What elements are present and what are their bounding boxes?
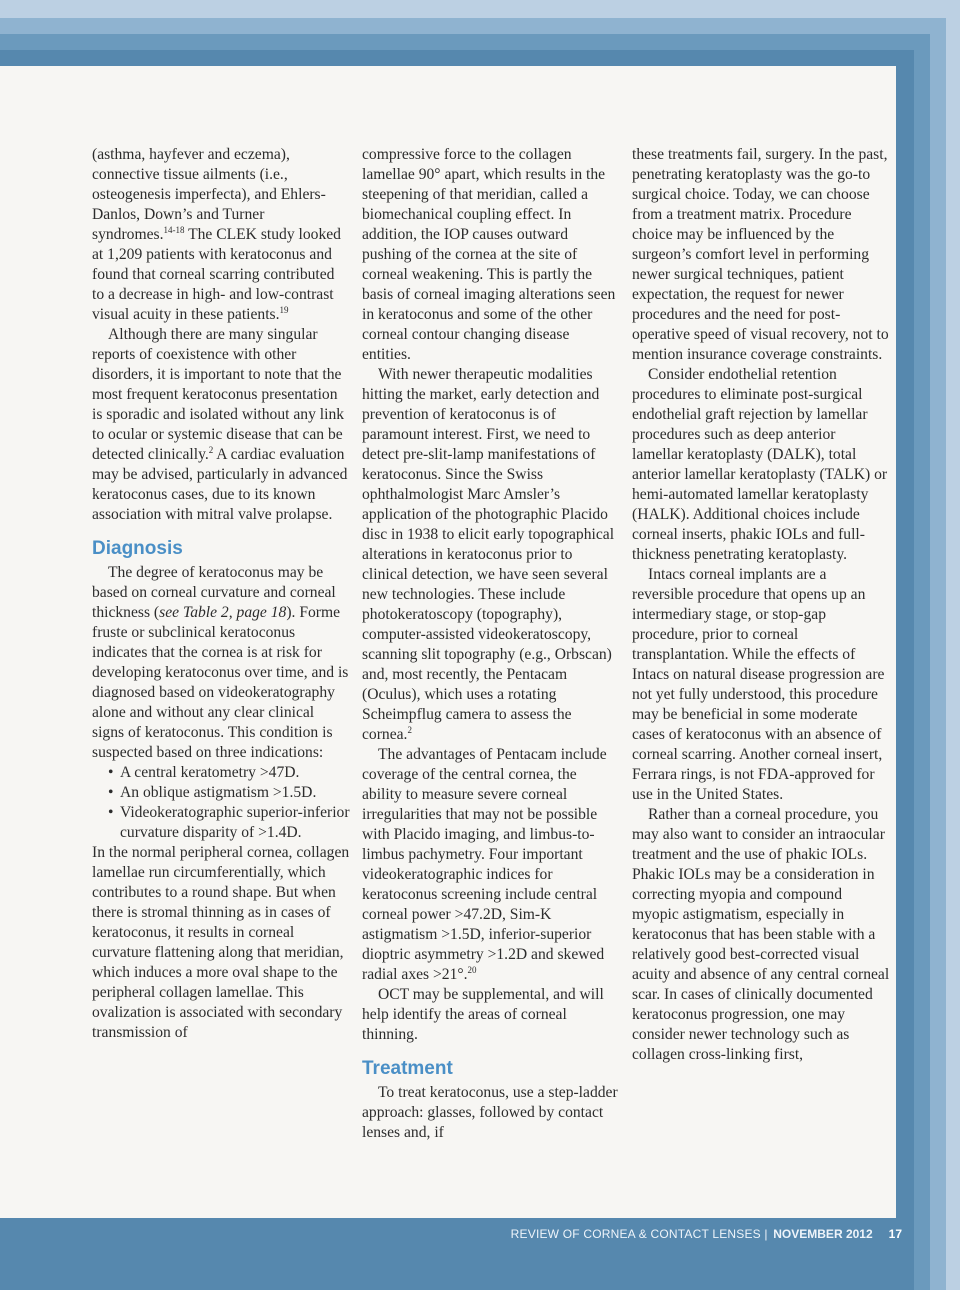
paragraph: In the normal peripheral cornea, collagen lamellae run circumferentially, which contributes to a round shape. But when there is stromal thinning as in cases of keratoconus, it results in corneal curvature flattening along that meridian, which induces a more oval shape to the peripheral collagen lamellae. This ovalization is associated with secondary transmission of: [92, 844, 350, 1041]
page-number: 17: [888, 1227, 902, 1241]
list-item: • A central keratometry >47D.: [92, 763, 350, 783]
section-heading-diagnosis: Diagnosis: [92, 538, 183, 559]
indication-list: [92, 763, 350, 843]
paragraph: Intacs corneal implants are a reversible procedure that opens up an intermediary stage, or stop-gap procedure, prior to corneal transplantation. While the effects of Intacs on natural disease progression are not yet fully understood, this procedure may be beneficial in some moderate cases of keratoconus with an absence of corneal scarring. Another corneal insert, Ferrara rings, is not FDA-approved for use in the United States.: [632, 566, 885, 803]
column-1: [92, 145, 350, 1043]
list-item: • An oblique astigmatism >1.5D.: [92, 783, 350, 803]
paragraph: Although there are many singular reports of coexistence with other disorders, it is important to note that the most frequent keratoconus presentation is sporadic and isolated without any link to ocular or systemic disease that can be detected clinically.$^2$ A cardiac evaluation may be advised, particularly in advanced keratoconus cases, due to its known association with mitral valve prolapse.: [92, 326, 348, 523]
paragraph: The advantages of Pentacam include coverage of the central cornea, the ability to measure severe corneal irregularities that may not be possible with Placido imaging, and limbus-to-limbus pachymetry. Four important videokeratographic indices for keratoconus screening include central corneal power >47.2D, Sim-K astigmatism >1.5D, inferior-superior dioptric asymmetry >1.2D and skewed radial axes >21°.$^{20}$: [362, 746, 607, 983]
journal-name: REVIEW OF CORNEA & CONTACT LENSES |: [510, 1227, 772, 1241]
issue-date: NOVEMBER 2012: [773, 1227, 873, 1241]
section-heading-treatment: Treatment: [362, 1058, 453, 1079]
paragraph: these treatments fail, surgery. In the past, penetrating keratoplasty was the go-to surgical choice. Today, we can choose from a treatment matrix. Procedure choice may be influenced by the surgeon’s comfort level in performing newer surgical techniques, patient expectation, the request for newer procedures and the need for post-operative speed of visual recovery, not to mention insurance coverage constraints.: [632, 146, 889, 363]
paragraph: With newer therapeutic modalities hitting the market, early detection and prevention of keratoconus is of paramount interest. First, we need to detect pre-slit-lamp manifestations of keratoconus. Since the Swiss ophthalmologist Marc Amsler’s application of the photographic Placido disc in 1938 to elicit early topographical alterations in keratoconus prior to clinical detection, we have seen several new technologies. These include photokeratoscopy (topography), computer-assisted videokeratoscopy, scanning slit topography (e.g., Orbscan) and, most recently, the Pentacam (Oculus), which uses a rotating Scheimpflug camera to assess the cornea.$^2$: [362, 366, 615, 743]
paragraph: (asthma, hayfever and eczema), connective tissue ailments (i.e., osteogenesis imperfecta), and Ehlers-Danlos, Down’s and Turner syndromes.$^{14-18}$ The CLEK study looked at 1,209 patients with keratoconus and found that corneal scarring contributed to a decrease in high- and low-contrast visual acuity in these patients.$^{19}$: [92, 146, 341, 323]
paragraph: The degree of keratoconus may be based on corneal curvature and corneal thickness (see Table 2, page 18). Forme fruste or subclinical keratoconus indicates that the cornea is at risk for developing keratoconus over time, and is diagnosed based on videokeratography alone and without any clear clinical signs of keratoconus. This condition is suspected based on three indications:: [92, 564, 349, 761]
column-2: [362, 145, 620, 1143]
paragraph: compressive force to the collagen lamellae 90° apart, which results in the steepening of that meridian, called a biomechanical coupling effect. In addition, the IOP causes outward pushing of the cornea at the site of corneal weakening. This is partly the basis of corneal imaging alterations seen in keratoconus and some of the other corneal contour changing disease entities.: [362, 146, 616, 363]
column-3: [632, 145, 890, 1065]
paragraph: OCT may be supplemental, and will help identify the areas of corneal thinning.: [362, 986, 604, 1043]
paragraph: Rather than a corneal procedure, you may also want to consider an intraocular treatment and the use of phakic IOLs. Phakic IOLs may be a consideration in correcting myopia and compound myopic astigmatism, especially in keratoconus that has been stable with a relatively good best-corrected visual acuity and absence of any central corneal scar. In cases of clinically documented keratoconus progression, one may consider newer technology such as collagen cross-linking first,: [632, 806, 890, 1063]
list-item: • Videokeratographic superior-inferior curvature disparity of >1.4D.: [92, 803, 350, 843]
paragraph: Consider endothelial retention procedures to eliminate post-surgical endothelial graft rejection by lamellar procedures such as deep anterior lamellar keratoplasty (DALK), total anterior lamellar keratoplasty (TALK) or hemi-automated lamellar keratoplasty (HALK). Additional choices include corneal inserts, phakic IOLs and full-thickness penetrating keratoplasty.: [632, 366, 888, 563]
page-footer: [511, 1227, 902, 1241]
paragraph: To treat keratoconus, use a step-ladder approach: glasses, followed by contact lenses and, if: [362, 1084, 618, 1141]
